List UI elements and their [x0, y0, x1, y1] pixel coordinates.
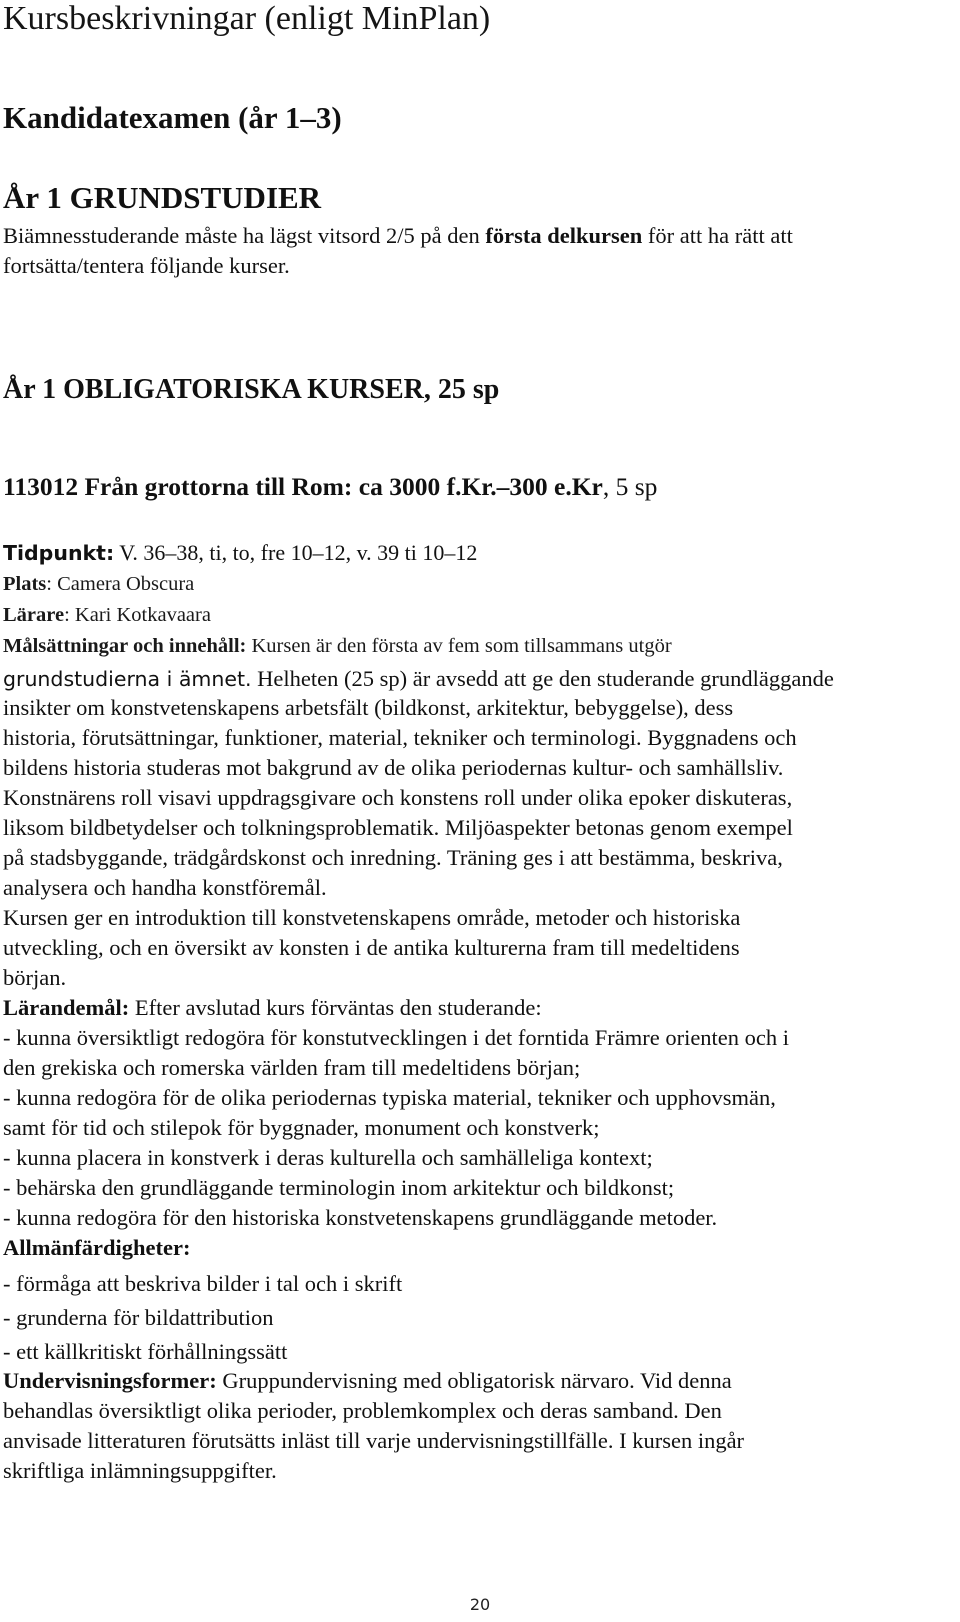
skill-line-3: - ett källkritiskt förhållningssätt: [3, 1339, 288, 1364]
outcome-line-1: - kunna översiktligt redogöra för konstutvecklingen i det forntida Främre orienten och i: [3, 1025, 790, 1050]
goals-label: Målsättningar och innehåll:: [3, 635, 247, 657]
course-time: [3, 540, 477, 566]
body-line-3: bildens historia studeras mot bakgrund av de olika periodernas kultur- och samhällsliv.: [3, 755, 784, 780]
outcome-line-7: - kunna redogöra för den historiska konstvetenskapens grundläggande metoder.: [3, 1205, 718, 1230]
teaching-line-2: behandlas översiktligt olika perioder, problemkomplex och deras samband. Den: [3, 1398, 722, 1423]
intro-line-1: [3, 223, 793, 249]
outcome-line-3: - kunna redogöra för de olika periodernas typiska material, tekniker och upphovsmän,: [3, 1085, 776, 1110]
time-label: Tidpunkt:: [3, 541, 115, 565]
body-line-10: början.: [3, 965, 67, 990]
year-heading: År 1 GRUNDSTUDIER: [3, 180, 322, 215]
outcome-line-6: - behärska den grundläggande terminologin inom arkitektur och bildkonst;: [3, 1175, 675, 1200]
course-title-main: 113012 Från grottorna till Rom: ca 3000 f.Kr.–300 e.Kr: [3, 472, 603, 501]
body-line-9: utveckling, och en översikt av konsten i de antika kulturerna fram till medeltidens: [3, 935, 740, 960]
teaching-line-3: anvisade litteraturen förutsätts inläst till varje undervisningstillfälle. I kursen ingår: [3, 1428, 745, 1453]
goals-line-1: [3, 635, 672, 658]
outcome-line-4: samt för tid och stilepok för byggnader, monument och konstverk;: [3, 1115, 600, 1140]
intro-bold: första delkursen: [485, 223, 643, 248]
body-line-5: liksom bildbetydelser och tolkningsproblematik. Miljöaspekter betonas genom exempel: [3, 815, 793, 840]
intro-post: för att ha rätt att: [642, 223, 793, 248]
course-credits: , 5 sp: [602, 472, 658, 501]
goals-line2-serif: Helheten (25 sp) är avsedd att ge den studerande grundläggande: [251, 666, 834, 691]
teaching-label: Undervisningsformer:: [3, 1368, 217, 1393]
teaching-line1: Gruppundervisning med obligatorisk närvaro. Vid denna: [216, 1368, 732, 1393]
skills-heading: Allmänfärdigheter:: [3, 1235, 191, 1260]
course-title: [3, 472, 657, 502]
outcome-line-2: den grekiska och romerska världen fram till medeltidens början;: [3, 1055, 581, 1080]
goals-line2-sans: grundstudierna i ämnet.: [3, 667, 252, 691]
place-label: Plats: [3, 573, 47, 595]
outcome-line-5: - kunna placera in konstverk i deras kulturella och samhälleliga kontext;: [3, 1145, 653, 1170]
teaching-heading: [3, 1368, 732, 1394]
section-heading: År 1 OBLIGATORISKA KURSER, 25 sp: [3, 374, 500, 405]
outcomes-label: Lärandemål:: [3, 995, 130, 1020]
page-number: 20: [469, 1595, 491, 1614]
outcomes-intro: Efter avslutad kurs förväntas den studerande:: [129, 995, 542, 1020]
body-line-7: analysera och handha konstföremål.: [3, 875, 327, 900]
place-value: : Camera Obscura: [46, 573, 195, 595]
outcomes-heading: [3, 995, 542, 1021]
document-title: Kursbeskrivningar (enligt MinPlan): [3, 0, 491, 37]
intro-pre: Biämnesstuderande måste ha lägst vitsord 2/5 på den: [3, 223, 486, 248]
teaching-line-4: skriftliga inlämningsuppgifter.: [3, 1458, 277, 1483]
course-place: [3, 573, 194, 596]
skill-line-1: - förmåga att beskriva bilder i tal och i skrift: [3, 1271, 403, 1296]
body-line-6: på stadsbyggande, trädgårdskonst och inredning. Träning ges i att bestämma, beskriva,: [3, 845, 783, 870]
skill-line-2: - grunderna för bildattribution: [3, 1305, 274, 1330]
time-value: V. 36–38, ti, to, fre 10–12, v. 39 ti 10–12: [114, 540, 478, 565]
body-line-2: historia, förutsättningar, funktioner, material, tekniker och terminologi. Byggnadens och: [3, 725, 797, 750]
course-teacher: [3, 604, 211, 627]
goals-line-2: [3, 666, 834, 692]
goals-line1-text: Kursen är den första av fem som tillsammans utgör: [246, 635, 672, 657]
teacher-value: : Kari Kotkavaara: [64, 604, 211, 626]
intro-line-2: fortsätta/tentera följande kurser.: [3, 253, 290, 278]
teacher-label: Lärare: [3, 604, 65, 626]
body-line-4: Konstnärens roll visavi uppdragsgivare och konstens roll under olika epoker diskuteras,: [3, 785, 793, 810]
body-line-8: Kursen ger en introduktion till konstvetenskapens område, metoder och historiska: [3, 905, 741, 930]
degree-heading: Kandidatexamen (år 1–3): [3, 100, 342, 135]
body-line-1: insikter om konstvetenskapens arbetsfält (bildkonst, arkitektur, bebyggelse), dess: [3, 695, 734, 720]
